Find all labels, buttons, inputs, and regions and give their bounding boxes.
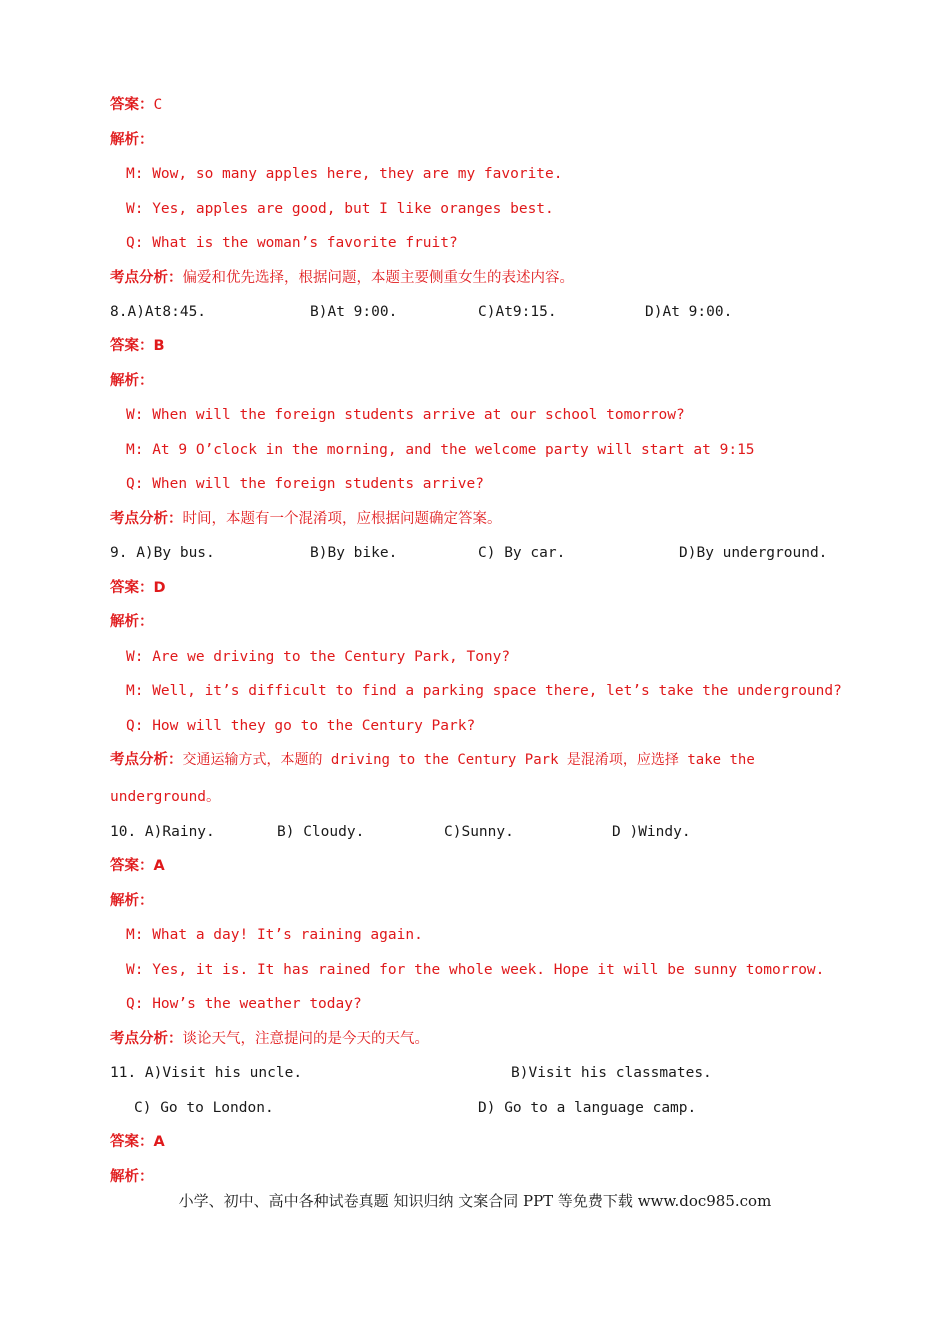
- q8-analysis-label: 解析：: [110, 373, 154, 389]
- q9-point-line: 考点分析：交通运输方式，本题的 driving to the Century Park 是混淆项，应选择 take the: [110, 752, 755, 768]
- answer-label: 答案：: [110, 97, 154, 113]
- q9-point: 交通运输方式，本题的 driving to the Century Park 是混淆项，应选择 take the: [182, 752, 755, 768]
- q8-option-c: C)At9:15.: [478, 304, 557, 320]
- q9-option-a: 9. A)By bus.: [110, 545, 215, 561]
- q8-point-line: 考点分析：时间，本题有一个混淆项，应根据问题确定答案。: [110, 511, 502, 527]
- q10-analysis-label: 解析：: [110, 893, 154, 909]
- q7-dialog-3: Q: What is the woman’s favorite fruit?: [126, 235, 458, 251]
- q11-option-d: D) Go to a language camp.: [478, 1100, 697, 1116]
- q9-point-line-2: underground。: [110, 789, 221, 805]
- q7-answer: C: [153, 97, 163, 113]
- q10-dialog-3: Q: How’s the weather today?: [126, 996, 362, 1012]
- q10-answer: A: [153, 858, 165, 874]
- q11-option-a: 11. A)Visit his uncle.: [110, 1065, 303, 1081]
- q9-dialog-2: M: Well, it’s difficult to find a parking space there, let’s take the underground?: [126, 683, 842, 699]
- q10-answer-line: 答案：A: [110, 858, 165, 874]
- q8-dialog-3: Q: When will the foreign students arrive?: [126, 476, 484, 492]
- q10-option-a: 10. A)Rainy.: [110, 824, 215, 840]
- q7-point-line: 考点分析：偏爱和优先选择，根据问题，本题主要侧重女生的表述内容。: [110, 270, 574, 286]
- q11-answer-line: 答案：A: [110, 1134, 165, 1150]
- q9-dialog-3: Q: How will they go to the Century Park?: [126, 718, 476, 734]
- q9-answer-line: 答案：D: [110, 580, 166, 596]
- q11-analysis-label: 解析：: [110, 1169, 154, 1185]
- q10-option-c: C)Sunny.: [444, 824, 514, 840]
- q8-option-b: B)At 9:00.: [310, 304, 398, 320]
- q7-dialog-2: W: Yes, apples are good, but I like oranges best.: [126, 201, 554, 217]
- q9-analysis-label: 解析：: [110, 614, 154, 630]
- q7-point: 偏爱和优先选择，根据问题，本题主要侧重女生的表述内容。: [182, 270, 574, 286]
- q8-point: 时间，本题有一个混淆项，应根据问题确定答案。: [182, 511, 502, 527]
- q9-dialog-1: W: Are we driving to the Century Park, Tony?: [126, 649, 511, 665]
- q8-dialog-2: M: At 9 O’clock in the morning, and the welcome party will start at 9:15: [126, 442, 755, 458]
- q9-option-c: C) By car.: [478, 545, 566, 561]
- q11-option-c: C) Go to London.: [134, 1100, 274, 1116]
- q8-dialog-1: W: When will the foreign students arrive at our school tomorrow?: [126, 407, 685, 423]
- q9-option-b: B)By bike.: [310, 545, 398, 561]
- q10-option-b: B) Cloudy.: [277, 824, 365, 840]
- q11-answer: A: [153, 1134, 165, 1150]
- q10-option-d: D )Windy.: [612, 824, 691, 840]
- q11-option-b: B)Visit his classmates.: [511, 1065, 712, 1081]
- q9-option-d: D)By underground.: [679, 545, 828, 561]
- q8-option-a: 8.A)At8:45.: [110, 304, 207, 320]
- q7-dialog-1: M: Wow, so many apples here, they are my favorite.: [126, 166, 563, 182]
- q8-answer: B: [153, 338, 165, 354]
- q8-answer-line: 答案：B: [110, 338, 165, 354]
- q9-answer: D: [153, 580, 166, 596]
- q8-option-d: D)At 9:00.: [645, 304, 733, 320]
- q10-point-line: 考点分析：谈论天气，注意提问的是今天的天气。: [110, 1031, 429, 1047]
- q10-dialog-1: M: What a day! It’s raining again.: [126, 927, 423, 943]
- q10-point: 谈论天气，注意提问的是今天的天气。: [182, 1031, 429, 1047]
- q7-answer-line: [110, 95, 162, 115]
- q10-dialog-2: W: Yes, it is. It has rained for the whole week. Hope it will be sunny tomorrow.: [126, 962, 825, 978]
- q7-analysis-label: 解析：: [110, 132, 154, 148]
- page-footer: 小学、初中、高中各种试卷真题 知识归纳 文案合同 PPT 等免费下载 www.doc985.com: [178, 1192, 772, 1210]
